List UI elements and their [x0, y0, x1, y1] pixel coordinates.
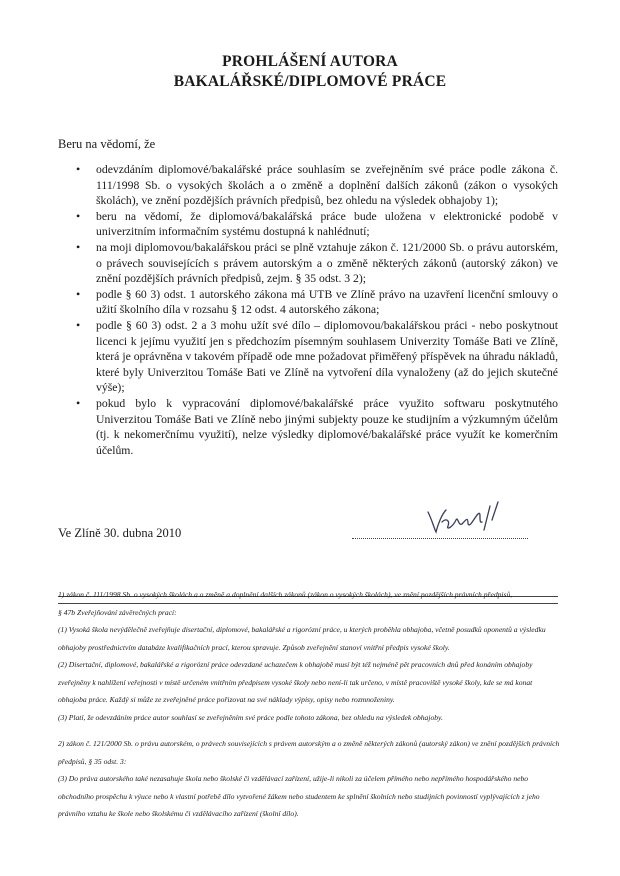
- list-item-text: pokud bylo k vypracování diplomové/bakalářské práce využito softwaru poskytnutého Univerzitou Tomáše Bati ve Zlíně nebo jinými subjekty pouze ke studijním a výzkumným účelům (tj. k nekomerčnímu využití), nelze výsledky diplomové/bakalářské práce využít ke komerčním účelům.: [96, 396, 558, 457]
- list-item: [76, 239, 558, 287]
- footnotes: [58, 586, 560, 823]
- bullet-icon: •: [76, 208, 81, 223]
- title-line-2: BAKALÁŘSKÉ/DIPLOMOVÉ PRÁCE: [173, 73, 447, 90]
- list-item-text: na moji diplomovou/bakalářskou práci se plně vztahuje zákon č. 121/2000 Sb. o právu autorském, o právech souvisejících s právem autorským a o změně některých zákonů (autorský zákon) ve znění pozdějších právních předpisů, zejm. § 35 odst. 3 2);: [96, 240, 558, 286]
- intro-text: Beru na vědomí, že: [58, 137, 156, 151]
- footnote-1-section: § 47b Zveřejňování závěrečných prací:: [58, 607, 177, 617]
- footnote-1: 1) zákon č. 111/1998 Sb. o vysokých školách a o změně a doplnění dalších zákonů (zákon o vysokých školách), ve znění pozdějších právních předpisů,: [58, 590, 513, 599]
- declaration-list: [76, 162, 558, 458]
- list-item: [76, 317, 558, 396]
- title-line-1: PROHLÁŠENÍ AUTORA: [222, 53, 398, 70]
- footnote-2: 2) zákon č. 121/2000 Sb. o právu autorském, o právech souvisejících s právem autorským a o změně některých zákonů (autorský zákon) ve znění pozdějších právních předpisů, § 35 odst. 3:: [58, 739, 560, 766]
- bullet-icon: •: [76, 239, 81, 254]
- footnote-1-para-3: (3) Platí, že odevzdáním práce autor souhlasí se zveřejněním své práce podle tohoto zákona, bez ohledu na výsledek obhajoby.: [58, 712, 443, 722]
- list-item-text: podle § 60 3) odst. 2 a 3 mohu užít své dílo – diplomovou/bakalářskou práci - nebo poskytnout licenci k jejímu využití jen s předchozím písemným souhlasem Univerzity Tomáše Bati ve Zlíně, která je oprávněna v takovém případě ode mne požadovat přiměřený příspěvek na úhradu nákladů, které byly Univerzitou Tomáše Bati ve Zlíně na vytvoření díla vynaloženy (až do jejich skutečné výše);: [96, 318, 558, 395]
- bullet-icon: •: [76, 162, 81, 176]
- place-date: Ve Zlíně 30. dubna 2010: [58, 526, 182, 540]
- list-item-text: podle § 60 3) odst. 1 autorského zákona má UTB ve Zlíně právo na uzavření licenční smlouvy o užití školního díla v rozsahu § 12 odst. 4 autorského zákona;: [96, 287, 558, 317]
- footnote-2-para-3: (3) Do práva autorského také nezasahuje škola nebo školské či vzdělávací zařízení, užije-li nikoli za účelem přímého nebo nepřímého hospodářského nebo obchodního prospěchu k výuce nebo k vlastní potřebě dílo vytvořené žákem nebo studentem ke splnění školních nebo studijních povinností vyplývajících z jeho právního vztahu ke škole nebo školskému či vzdělávacího zařízení (školní dílo).: [58, 774, 540, 818]
- footnote-1-para-1: (1) Vysoká škola nevýdělečně zveřejňuje disertační, diplomové, bakalářské a rigorózní práce, u kterých proběhla obhajoba, včetně posudků oponentů a výsledku obhajoby prostřednictvím databáze kvalifikačních prací, kterou spravuje. Způsob zveřejnění stanoví vnitřní předpis vysoké školy.: [58, 625, 546, 652]
- bullet-icon: •: [76, 317, 81, 332]
- list-item: [76, 286, 558, 318]
- bullet-icon: •: [76, 286, 81, 301]
- list-item-text: beru na vědomí, že diplomová/bakalářská práce bude uložena v elektronické podobě v univerzitním informačním systému dostupná k nahlédnutí;: [96, 209, 558, 239]
- signature-line: [352, 522, 528, 539]
- list-item: [76, 395, 558, 458]
- list-item-text: odevzdáním diplomové/bakalářské práce souhlasím se zveřejněním své práce podle zákona č. 111/1998 Sb. o vysokých školách a o změně a doplnění dalších zákonů (zákon o vysokých školách), ve znění pozdějších právních předpisů, bez ohledu na výsledek obhajoby 1);: [96, 163, 558, 208]
- bullet-icon: •: [76, 395, 81, 410]
- footnote-1-para-2: (2) Disertační, diplomové, bakalářské a rigorózní práce odevzdané uchazečem k obhajobě musí být též nejméně pět pracovních dnů před konáním obhajoby zveřejněny k nahlížení veřejnosti v místě určeném vnitřním předpisem vysoké školy nebo není-li tak určeno, v místě pracoviště vysoké školy, kde se má konat obhajoba práce. Každý si může ze zveřejněné práce pořizovat na své náklady výpisy, opisy nebo rozmnoženiny.: [58, 660, 533, 704]
- list-item: [76, 208, 558, 240]
- list-item: [76, 162, 558, 209]
